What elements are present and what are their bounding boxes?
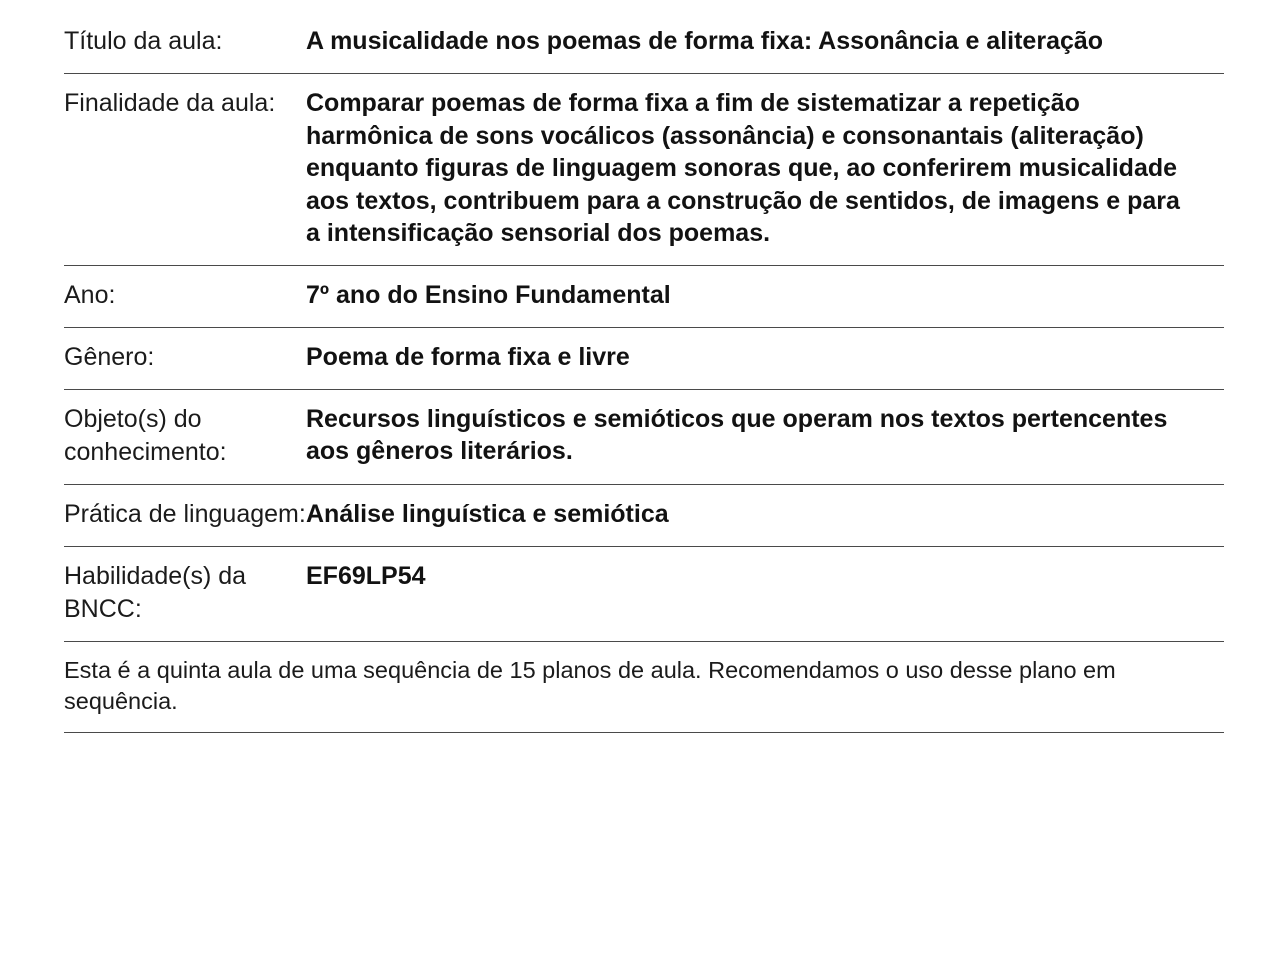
row-value-objetos-text: Recursos linguísticos e semióticos que operam nos textos pertencentes aos gêneros literários. bbox=[306, 404, 1168, 465]
table-row bbox=[64, 74, 1224, 266]
row-value-habilidades-text: EF69LP54 bbox=[306, 561, 426, 590]
row-value-titulo bbox=[306, 12, 1224, 74]
footnote-text: Esta é a quinta aula de uma sequência de 15 planos de aula. Recomendamos o uso desse plano em sequência. bbox=[64, 656, 1116, 714]
table-row bbox=[64, 12, 1224, 74]
row-label-finalidade: Finalidade da aula: bbox=[64, 89, 276, 117]
row-value-genero-text: Poema de forma fixa e livre bbox=[306, 342, 630, 371]
row-label-habilidades: Habilidade(s) da BNCC: bbox=[64, 561, 247, 623]
row-value-titulo-text: A musicalidade nos poemas de forma fixa: Assonância e aliteração bbox=[306, 27, 1104, 55]
row-value-genero bbox=[306, 327, 1224, 389]
table-row bbox=[64, 327, 1224, 389]
row-value-pratica bbox=[306, 484, 1224, 546]
row-value-objetos bbox=[306, 389, 1224, 484]
row-label-ano: Ano: bbox=[64, 280, 116, 309]
footnote-cell bbox=[64, 641, 1224, 733]
row-label-objetos: Objeto(s) do conhecimento: bbox=[64, 404, 227, 466]
row-value-habilidades bbox=[306, 546, 1224, 641]
footnote-row bbox=[64, 641, 1224, 733]
lesson-info-table bbox=[64, 12, 1224, 733]
row-value-finalidade-text: Comparar poemas de forma fixa a fim de sistematizar a repetição harmônica de sons vocálicos (assonância) e consonantais (aliteração) enquanto figuras de linguagem sonoras que, ao conferirem musicalidade aos textos, contribuem para a construção de sentidos, de imagens e para a intensificação sensorial dos poemas. bbox=[306, 89, 1180, 247]
table-row bbox=[64, 484, 1224, 546]
row-label-pratica: Prática de linguagem: bbox=[64, 499, 306, 528]
table-row bbox=[64, 265, 1224, 327]
table-row bbox=[64, 389, 1224, 484]
row-label-genero: Gênero: bbox=[64, 342, 155, 371]
table-row bbox=[64, 546, 1224, 641]
row-value-ano bbox=[306, 265, 1224, 327]
row-label-titulo: Título da aula: bbox=[64, 27, 223, 55]
row-value-finalidade bbox=[306, 74, 1224, 266]
row-value-pratica-text: Análise linguística e semiótica bbox=[306, 499, 669, 528]
row-value-ano-text: 7º ano do Ensino Fundamental bbox=[306, 280, 671, 309]
